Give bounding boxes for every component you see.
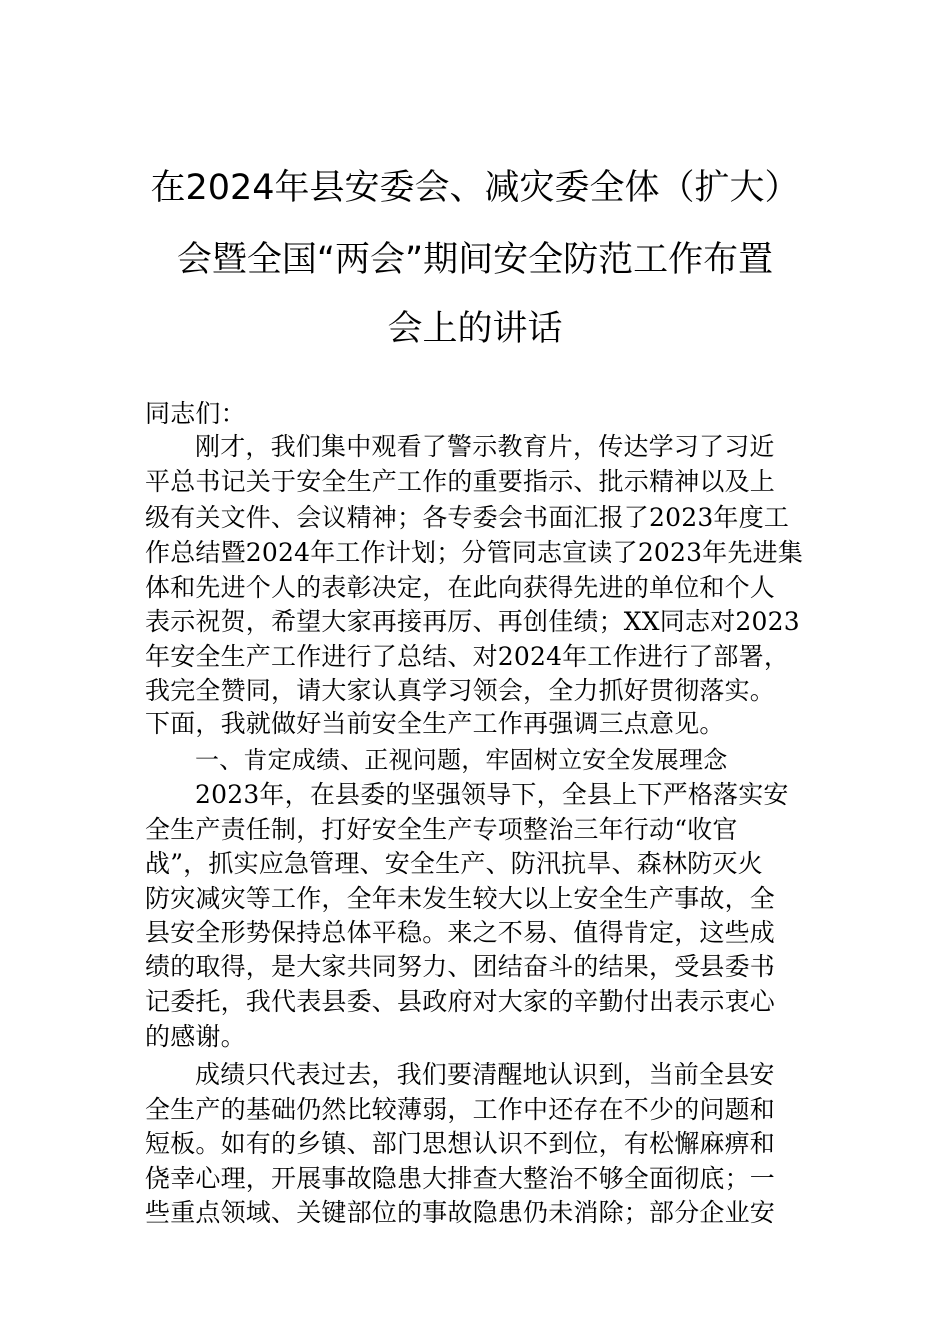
paragraph-2-line: 全生产责任制，打好安全生产专项整治三年行动“收官 — [145, 815, 738, 844]
section-1-heading: 一、肯定成绩、正视问题，牢固树立安全发展理念 — [195, 746, 728, 774]
paragraph-2-line: 战”，抓实应急管理、安全生产、防汛抗旱、森林防灭火 — [145, 849, 763, 878]
title-line-2: 会暨全国“两会”期间安全防范工作布置 — [176, 240, 774, 280]
title-line-3: 会上的讲话 — [387, 309, 563, 349]
paragraph-3-line: 短板。如有的乡镇、部门思想认识不到位，有松懈麻痹和 — [145, 1129, 776, 1158]
paragraph-3-line: 些重点领域、关键部位的事故隐患仍未消除；部分企业安 — [145, 1198, 776, 1227]
paragraph-1-line: 表示祝贺，希望大家再接再厉、再创佳绩；XX同志对2023 — [145, 607, 800, 636]
title-line-1: 在2024年县安委会、减灾委全体（扩大） — [150, 168, 800, 208]
paragraph-1-line: 作总结暨2024年工作计划；分管同志宣读了2023年先进集 — [145, 538, 804, 567]
paragraph-1-line: 体和先进个人的表彰决定，在此向获得先进的单位和个人 — [145, 573, 776, 602]
paragraph-1-line: 年安全生产工作进行了总结、对2024年工作进行了部署， — [145, 642, 790, 671]
paragraph-2-line: 2023年，在县委的坚强领导下，全县上下严格落实安 — [195, 780, 789, 809]
paragraph-3-line: 成绩只代表过去，我们要清醒地认识到，当前全县安 — [195, 1060, 775, 1089]
paragraph-3-line: 侥幸心理，开展事故隐患大排查大整治不够全面彻底；一 — [145, 1164, 776, 1193]
paragraph-1-line: 我完全赞同，请大家认真学习领会，全力抓好贯彻落实。 — [145, 676, 776, 705]
paragraph-2-line: 绩的取得，是大家共同努力、团结奋斗的结果，受县委书 — [145, 952, 776, 981]
paragraph-1-line: 平总书记关于安全生产工作的重要指示、批示精神以及上 — [145, 467, 776, 496]
salutation: 同志们： — [145, 399, 246, 428]
paragraph-2-line: 县安全形势保持总体平稳。来之不易、值得肯定，这些成 — [145, 918, 776, 947]
paragraph-2-line: 的感谢。 — [145, 1022, 246, 1051]
paragraph-2-line: 防灾减灾等工作，全年未发生较大以上安全生产事故，全 — [145, 884, 776, 913]
paragraph-1-line: 级有关文件、会议精神；各专委会书面汇报了2023年度工 — [145, 503, 790, 532]
paragraph-2-line: 记委托，我代表县委、县政府对大家的辛勤付出表示衷心 — [145, 987, 776, 1016]
paragraph-1-line: 下面，我就做好当前安全生产工作再强调三点意见。 — [145, 709, 725, 738]
paragraph-1-line: 刚才，我们集中观看了警示教育片，传达学习了习近 — [195, 432, 775, 461]
paragraph-3-line: 全生产的基础仍然比较薄弱，工作中还存在不少的问题和 — [145, 1095, 776, 1124]
